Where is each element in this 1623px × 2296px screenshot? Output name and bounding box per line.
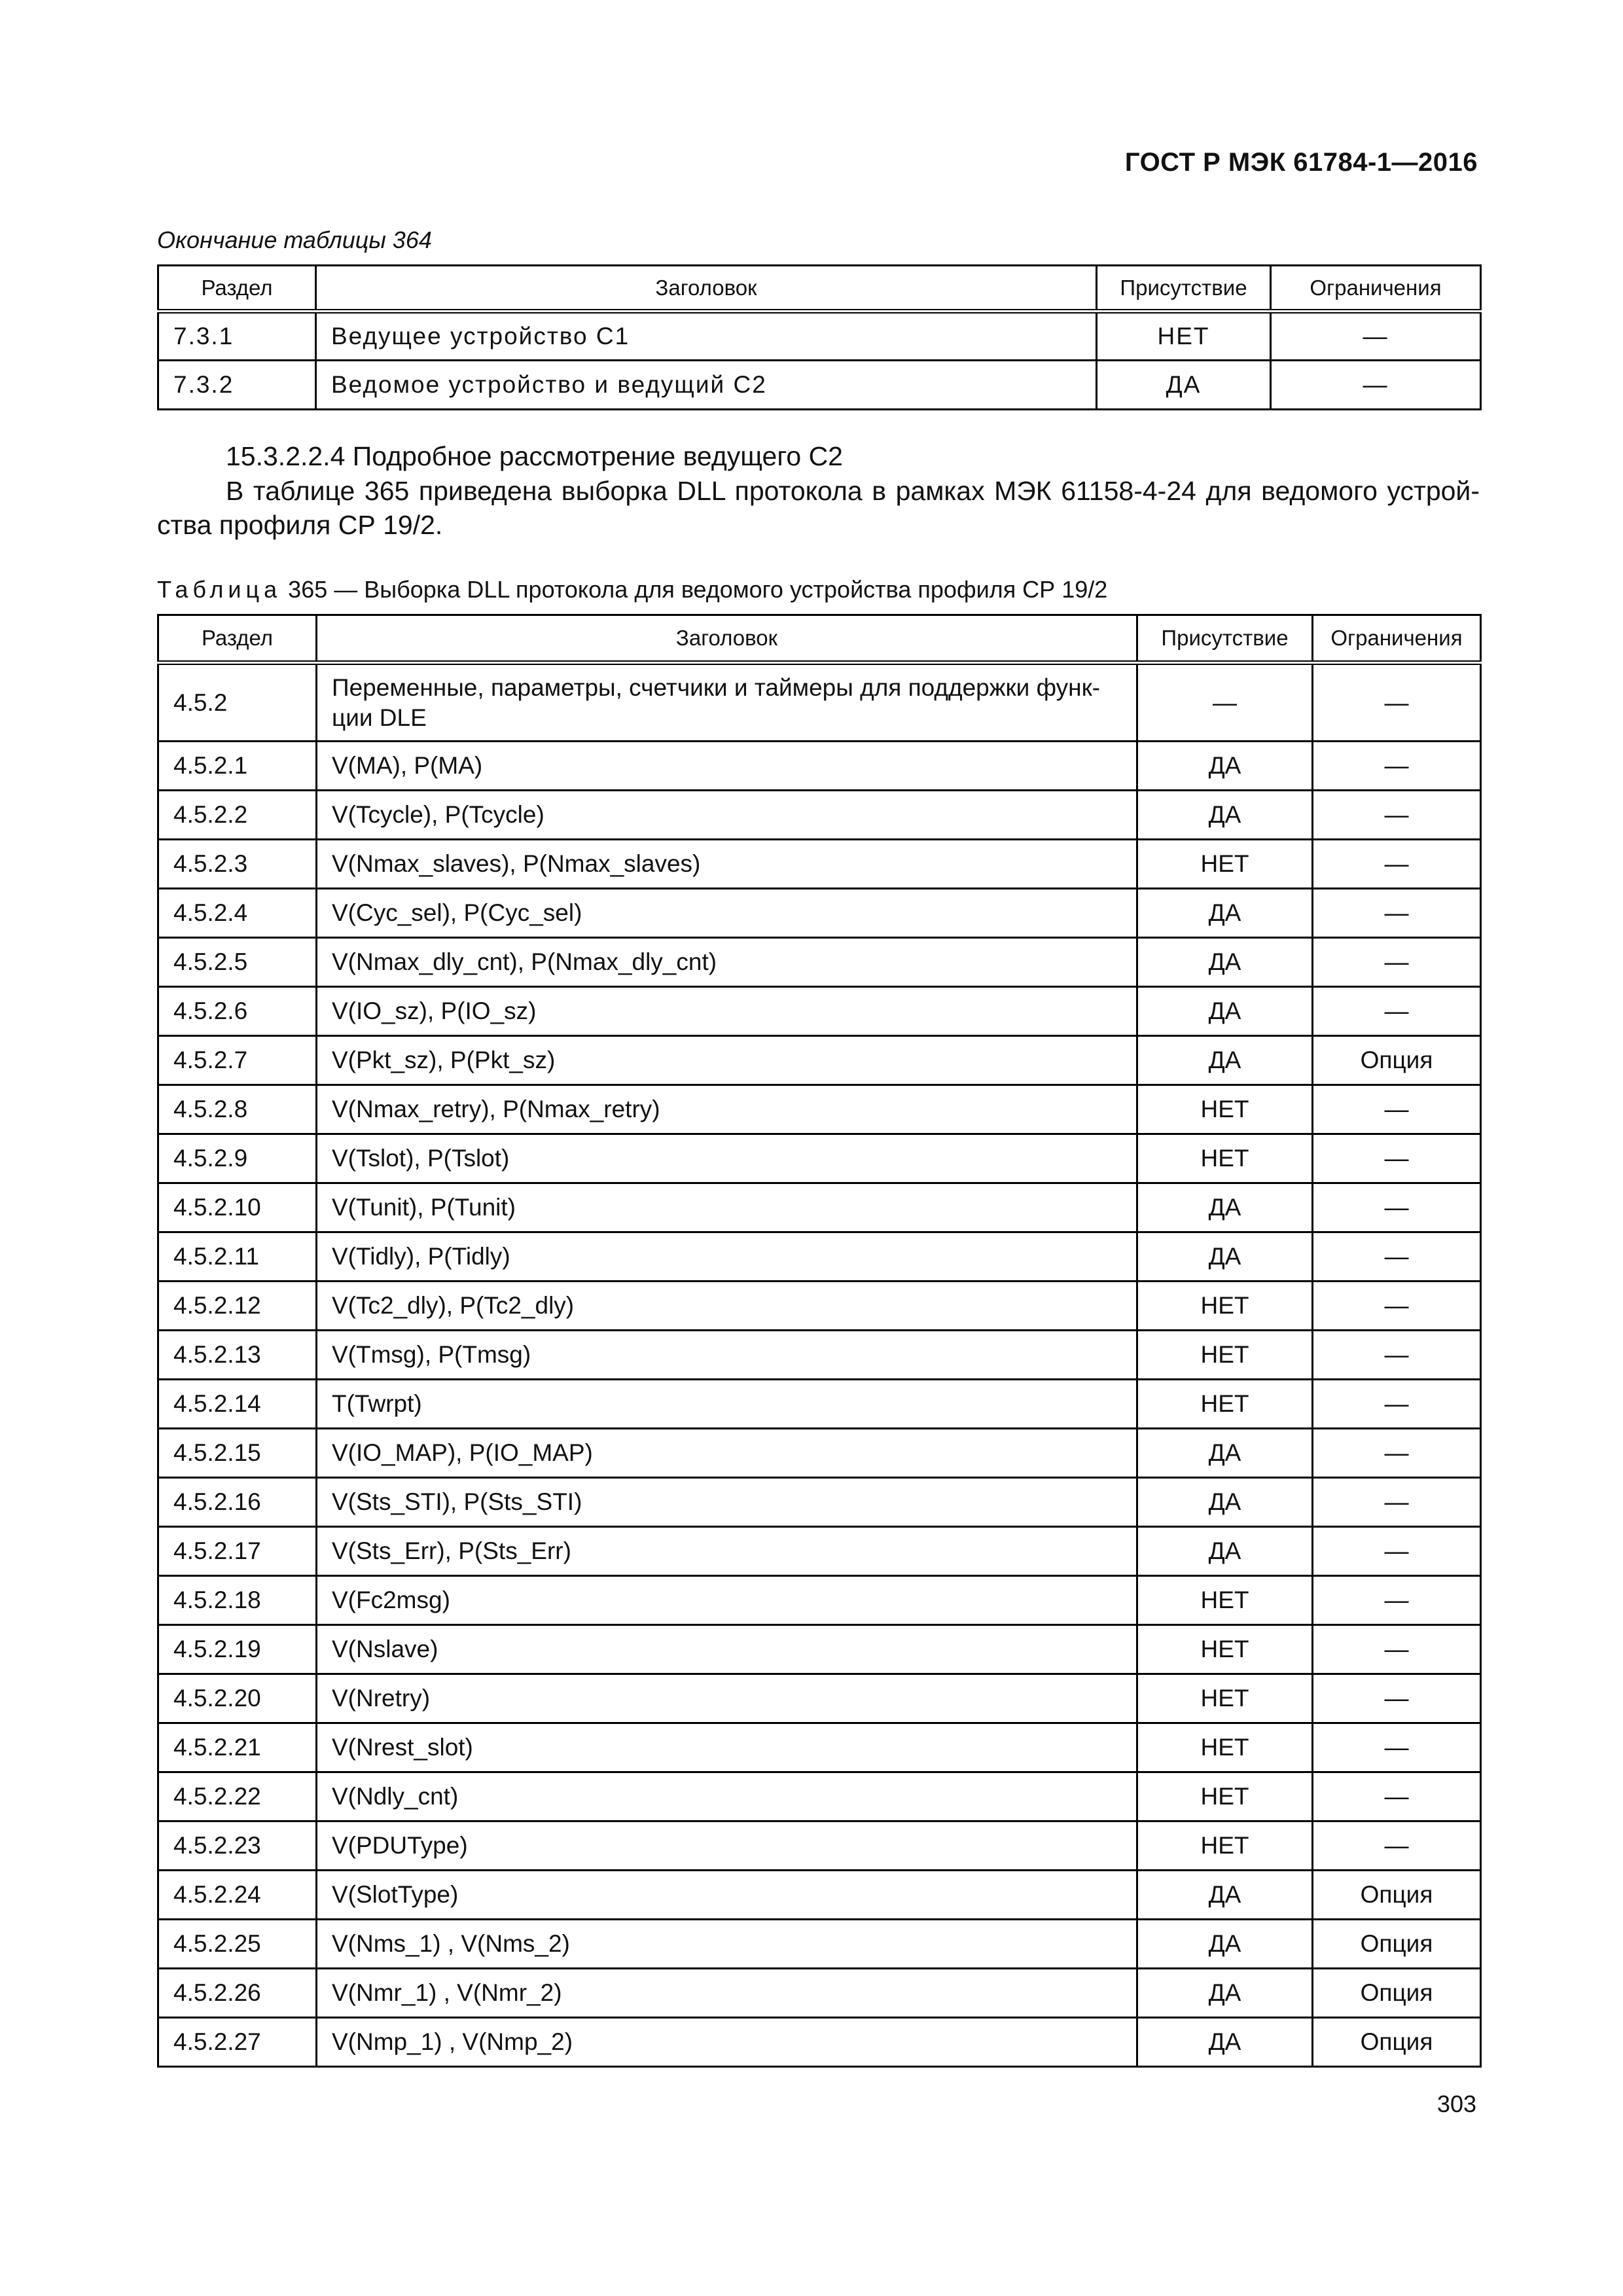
cell-constraints: — (1313, 1134, 1481, 1183)
table-row (158, 1772, 1481, 1821)
cell-title: V(Sts_Err), P(Sts_Err) (317, 1527, 1137, 1576)
cell-section: 4.5.2.26 (158, 1969, 317, 2018)
cell-constraints: — (1313, 1282, 1481, 1331)
cell-section: 4.5.2.4 (158, 889, 317, 938)
table-row (158, 361, 1481, 410)
cell-title: V(Nmr_1) , V(Nmr_2) (317, 1969, 1137, 2018)
document-id: ГОСТ Р МЭК 61784-1—2016 (1124, 148, 1478, 177)
cell-section: 4.5.2.21 (158, 1723, 317, 1772)
table-row (158, 1674, 1481, 1723)
cell-title: V(Nms_1) , V(Nms_2) (317, 1920, 1137, 1969)
cell-constraints: — (1313, 840, 1481, 889)
table-row (158, 1331, 1481, 1380)
cell-title: V(Tidly), P(Tidly) (317, 1232, 1137, 1282)
cell-title: V(Nrest_slot) (317, 1723, 1137, 1772)
table-row (158, 1429, 1481, 1478)
table-364-caption: Окончание таблицы 364 (157, 226, 432, 253)
cell-presence: ДА (1137, 938, 1313, 987)
cell-section: 4.5.2.3 (158, 840, 317, 889)
column-header-constraints: Ограничения (1271, 266, 1481, 312)
column-header-presence: Присутствие (1137, 615, 1313, 663)
table-row (158, 791, 1481, 840)
table-row (158, 938, 1481, 987)
cell-constraints: — (1313, 987, 1481, 1036)
cell-presence: ДА (1137, 1920, 1313, 1969)
table-row (158, 1576, 1481, 1625)
cell-title: V(MA), P(MA) (317, 742, 1137, 791)
cell-section: 4.5.2 (158, 663, 317, 742)
cell-constraints: — (1313, 1331, 1481, 1380)
cell-section: 4.5.2.19 (158, 1625, 317, 1674)
cell-constraints: — (1313, 742, 1481, 791)
cell-title: V(Ndly_cnt) (317, 1772, 1137, 1821)
table-364-body (158, 312, 1481, 410)
cell-section: 4.5.2.9 (158, 1134, 317, 1183)
column-header-section: Раздел (158, 266, 316, 312)
cell-section: 4.5.2.7 (158, 1036, 317, 1085)
cell-section: 4.5.2.6 (158, 987, 317, 1036)
table-365-body (158, 663, 1481, 2067)
cell-constraints: — (1313, 1674, 1481, 1723)
cell-constraints: Опция (1313, 2018, 1481, 2067)
cell-title: Ведомое устройство и ведущий С2 (316, 361, 1097, 410)
cell-section: 4.5.2.5 (158, 938, 317, 987)
cell-title: V(SlotType) (317, 1871, 1137, 1920)
cell-section: 4.5.2.12 (158, 1282, 317, 1331)
cell-constraints: — (1313, 1085, 1481, 1134)
page-number: 303 (1436, 2090, 1476, 2117)
table-row (158, 1527, 1481, 1576)
cell-title: V(IO_sz), P(IO_sz) (317, 987, 1137, 1036)
table-row (158, 1085, 1481, 1134)
cell-section: 4.5.2.13 (158, 1331, 317, 1380)
cell-constraints: Опция (1313, 1036, 1481, 1085)
cell-section: 4.5.2.14 (158, 1380, 317, 1429)
cell-presence: ДА (1097, 361, 1271, 410)
paragraph-line-1: В таблице 365 приведена выборка DLL протокола в рамках МЭК 61158-4-24 для ведомого устрой- (226, 476, 1480, 506)
cell-constraints: — (1313, 938, 1481, 987)
section-paragraph (157, 474, 1480, 542)
cell-title: V(IO_MAP), P(IO_MAP) (317, 1429, 1137, 1478)
cell-presence: НЕТ (1137, 1282, 1313, 1331)
cell-presence: ДА (1137, 742, 1313, 791)
table-row (158, 840, 1481, 889)
cell-constraints: Опция (1313, 1969, 1481, 2018)
cell-title: V(Tunit), P(Tunit) (317, 1183, 1137, 1232)
cell-presence: НЕТ (1137, 1380, 1313, 1429)
table-row (158, 742, 1481, 791)
cell-section: 4.5.2.1 (158, 742, 317, 791)
cell-presence: ДА (1137, 1429, 1313, 1478)
cell-presence: ДА (1137, 1478, 1313, 1527)
cell-constraints: — (1313, 1821, 1481, 1871)
cell-title: V(Nmax_slaves), P(Nmax_slaves) (317, 840, 1137, 889)
cell-constraints: — (1313, 1772, 1481, 1821)
table-365-caption (157, 576, 1107, 603)
cell-section: 4.5.2.16 (158, 1478, 317, 1527)
table-row (158, 1478, 1481, 1527)
column-header-title: Заголовок (317, 615, 1137, 663)
cell-section: 4.5.2.22 (158, 1772, 317, 1821)
cell-title: V(Pkt_sz), P(Pkt_sz) (317, 1036, 1137, 1085)
cell-presence: ДА (1137, 2018, 1313, 2067)
table-row (158, 1920, 1481, 1969)
cell-constraints: — (1313, 1576, 1481, 1625)
cell-constraints: — (1313, 1625, 1481, 1674)
cell-constraints: — (1271, 312, 1481, 361)
cell-title: V(Nmax_dly_cnt), P(Nmax_dly_cnt) (317, 938, 1137, 987)
cell-constraints: — (1271, 361, 1481, 410)
cell-section: 4.5.2.18 (158, 1576, 317, 1625)
column-header-section: Раздел (158, 615, 317, 663)
cell-title: V(Tmsg), P(Tmsg) (317, 1331, 1137, 1380)
cell-section: 4.5.2.27 (158, 2018, 317, 2067)
column-header-presence: Присутствие (1097, 266, 1271, 312)
table-row (158, 1723, 1481, 1772)
cell-constraints: Опция (1313, 1920, 1481, 1969)
cell-presence: ДА (1137, 1232, 1313, 1282)
table-header-row (158, 266, 1481, 312)
cell-title: V(Cyc_sel), P(Cyc_sel) (317, 889, 1137, 938)
cell-constraints: — (1313, 663, 1481, 742)
cell-title: V(Nslave) (317, 1625, 1137, 1674)
paragraph-line-2: ства профиля СР 19/2. (157, 510, 443, 540)
cell-title: V(Tcycle), P(Tcycle) (317, 791, 1137, 840)
table-header-row (158, 615, 1481, 663)
table-row (158, 1871, 1481, 1920)
cell-constraints: — (1313, 1723, 1481, 1772)
caption-prefix: Таблица (157, 576, 282, 603)
table-row (158, 2018, 1481, 2067)
cell-presence: НЕТ (1097, 312, 1271, 361)
cell-section: 4.5.2.17 (158, 1527, 317, 1576)
table-row (158, 1821, 1481, 1871)
table-row (158, 1134, 1481, 1183)
table-row (158, 987, 1481, 1036)
cell-presence: НЕТ (1137, 1821, 1313, 1871)
table-row (158, 1036, 1481, 1085)
cell-constraints: — (1313, 1478, 1481, 1527)
table-row (158, 1282, 1481, 1331)
cell-section: 4.5.2.20 (158, 1674, 317, 1723)
table-row (158, 889, 1481, 938)
cell-section: 7.3.2 (158, 361, 316, 410)
cell-presence: ДА (1137, 791, 1313, 840)
cell-presence: ДА (1137, 987, 1313, 1036)
cell-constraints: — (1313, 1183, 1481, 1232)
cell-presence: ДА (1137, 1036, 1313, 1085)
cell-title: V(Nmp_1) , V(Nmp_2) (317, 2018, 1137, 2067)
cell-title: V(Nretry) (317, 1674, 1137, 1723)
cell-presence: НЕТ (1137, 1576, 1313, 1625)
cell-presence: — (1137, 663, 1313, 742)
cell-title: Ведущее устройство С1 (316, 312, 1097, 361)
table-row (158, 1625, 1481, 1674)
cell-constraints: Опция (1313, 1871, 1481, 1920)
cell-constraints: — (1313, 1380, 1481, 1429)
cell-constraints: — (1313, 1429, 1481, 1478)
table-row (158, 1969, 1481, 2018)
section-title: 15.3.2.2.4 Подробное рассмотрение ведущего С2 (226, 441, 843, 471)
cell-title: V(Fc2msg) (317, 1576, 1137, 1625)
cell-section: 4.5.2.10 (158, 1183, 317, 1232)
caption-text: 365 — Выборка DLL протокола для ведомого устройства профиля СР 19/2 (288, 576, 1108, 603)
cell-section: 4.5.2.24 (158, 1871, 317, 1920)
cell-constraints: — (1313, 889, 1481, 938)
cell-presence: ДА (1137, 889, 1313, 938)
cell-section: 4.5.2.25 (158, 1920, 317, 1969)
column-header-title: Заголовок (316, 266, 1097, 312)
cell-section: 4.5.2.2 (158, 791, 317, 840)
cell-section: 7.3.1 (158, 312, 316, 361)
cell-constraints: — (1313, 1527, 1481, 1576)
cell-title: Переменные, параметры, счетчики и таймеры для поддержки функ-ции DLE (317, 663, 1137, 742)
cell-section: 4.5.2.11 (158, 1232, 317, 1282)
cell-title: T(Twrpt) (317, 1380, 1137, 1429)
cell-section: 4.5.2.8 (158, 1085, 317, 1134)
cell-presence: НЕТ (1137, 1134, 1313, 1183)
cell-presence: НЕТ (1137, 840, 1313, 889)
cell-presence: ДА (1137, 1871, 1313, 1920)
table-364 (157, 264, 1482, 410)
cell-section: 4.5.2.15 (158, 1429, 317, 1478)
cell-title: V(Tc2_dly), P(Tc2_dly) (317, 1282, 1137, 1331)
cell-presence: НЕТ (1137, 1625, 1313, 1674)
cell-presence: НЕТ (1137, 1723, 1313, 1772)
cell-presence: ДА (1137, 1527, 1313, 1576)
table-row (158, 312, 1481, 361)
table-row (158, 1380, 1481, 1429)
table-365 (157, 614, 1482, 2068)
table-row (158, 1232, 1481, 1282)
cell-title: V(PDUType) (317, 1821, 1137, 1871)
cell-presence: ДА (1137, 1969, 1313, 2018)
cell-title: V(Tslot), P(Tslot) (317, 1134, 1137, 1183)
cell-presence: НЕТ (1137, 1331, 1313, 1380)
cell-title: V(Sts_STI), P(Sts_STI) (317, 1478, 1137, 1527)
cell-presence: НЕТ (1137, 1085, 1313, 1134)
cell-presence: ДА (1137, 1183, 1313, 1232)
cell-constraints: — (1313, 1232, 1481, 1282)
cell-presence: НЕТ (1137, 1772, 1313, 1821)
cell-constraints: — (1313, 791, 1481, 840)
cell-title: V(Nmax_retry), P(Nmax_retry) (317, 1085, 1137, 1134)
cell-section: 4.5.2.23 (158, 1821, 317, 1871)
column-header-constraints: Ограничения (1313, 615, 1481, 663)
table-row (158, 663, 1481, 742)
table-row (158, 1183, 1481, 1232)
cell-presence: НЕТ (1137, 1674, 1313, 1723)
